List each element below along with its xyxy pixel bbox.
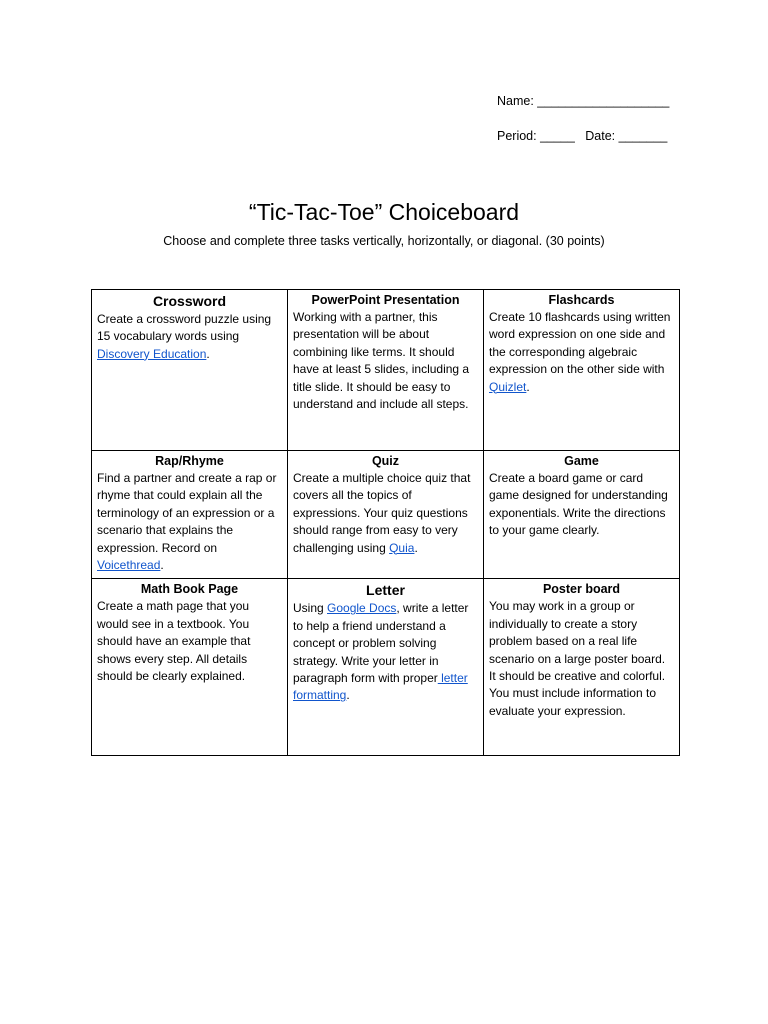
voicethread-link[interactable]: Voicethread <box>97 558 161 573</box>
cell-poster-board <box>484 579 680 756</box>
cell-text <box>489 309 674 396</box>
cell-powerpoint <box>288 290 484 451</box>
cell-text-end: . <box>160 558 164 573</box>
letter-formatting-link[interactable]: letter formatting <box>293 671 468 703</box>
cell-title: Flashcards <box>548 293 615 307</box>
cell-title: Rap/Rhyme <box>155 454 224 468</box>
cell-title: Poster board <box>542 582 621 597</box>
cell-text-end: . <box>526 379 530 394</box>
cell-letter <box>288 579 484 756</box>
cell-text-end: . <box>414 540 418 555</box>
grid-row-1 <box>92 290 680 451</box>
choiceboard-grid <box>91 289 680 756</box>
cell-text-part: Create a multiple choice quiz that covers all the topics of expressions. Your quiz questions should range from easy to very challenging using <box>293 471 471 555</box>
cell-text <box>293 600 478 704</box>
cell-crossword <box>92 290 288 451</box>
cell-text <box>293 470 478 557</box>
cell-text: Create a math page that you would see in a textbook. You should have an example that shows every step. All details should be clearly explained. <box>97 599 251 684</box>
quizlet-link[interactable]: Quizlet <box>489 379 527 394</box>
name-field: Name: ___________________ <box>497 94 670 108</box>
cell-math-book-page <box>92 579 288 756</box>
cell-text-start: Using <box>293 601 328 616</box>
google-docs-link[interactable]: Google Docs <box>327 601 397 616</box>
cell-text-part: , write a letter to help a friend understand a concept or problem solving strategy. Write your letter in paragraph form with proper <box>293 601 469 686</box>
cell-title: PowerPoint Presentation <box>311 293 460 307</box>
cell-text-end: . <box>206 346 210 361</box>
grid-row-3 <box>92 579 680 756</box>
cell-title: Game <box>564 454 599 468</box>
cell-text <box>97 470 282 574</box>
cell-quiz <box>288 451 484 579</box>
cell-text: Create a board game or card game designed for understanding exponentials. Write the directions to your game clearly. <box>489 471 668 538</box>
cell-text <box>97 311 282 363</box>
cell-text-end: . <box>346 688 350 703</box>
page-title: “Tic-Tac-Toe” Choiceboard <box>248 199 520 225</box>
cell-text-part: Create 10 flashcards using written word expression on one side and the corresponding algebraic expression on the other side with <box>489 310 671 377</box>
cell-title: Math Book Page <box>140 582 239 597</box>
cell-text: You may work in a group or individually to create a story problem based on a real life scenario on a large poster board. It should be creative and colorful. You must include information to evaluate your expression. <box>489 599 666 718</box>
cell-title: Quiz <box>371 454 400 468</box>
cell-text: Working with a partner, this presentation will be about combining like terms. It should have at least 5 slides, including a title slide. It should be easy to understand and include all steps. <box>293 310 470 412</box>
cell-text-part: Find a partner and create a rap or rhyme that could explain all the terminology of an expression or a scenario that explains the expression. Record on <box>97 471 277 555</box>
cell-title: Crossword <box>152 293 227 309</box>
cell-game <box>484 451 680 579</box>
cell-flashcards <box>484 290 680 451</box>
cell-rap-rhyme <box>92 451 288 579</box>
discovery-education-link[interactable]: Discovery Education <box>97 346 207 361</box>
period-date-field: Period: _____ Date: _______ <box>497 129 668 143</box>
quia-link[interactable]: Quia <box>389 540 415 555</box>
cell-title: Letter <box>366 582 405 599</box>
grid-row-2 <box>92 451 680 579</box>
cell-text-part: Create a crossword puzzle using 15 vocabulary words using <box>97 312 272 344</box>
instructions: Choose and complete three tasks vertically, horizontally, or diagonal. (30 points) <box>163 234 605 248</box>
